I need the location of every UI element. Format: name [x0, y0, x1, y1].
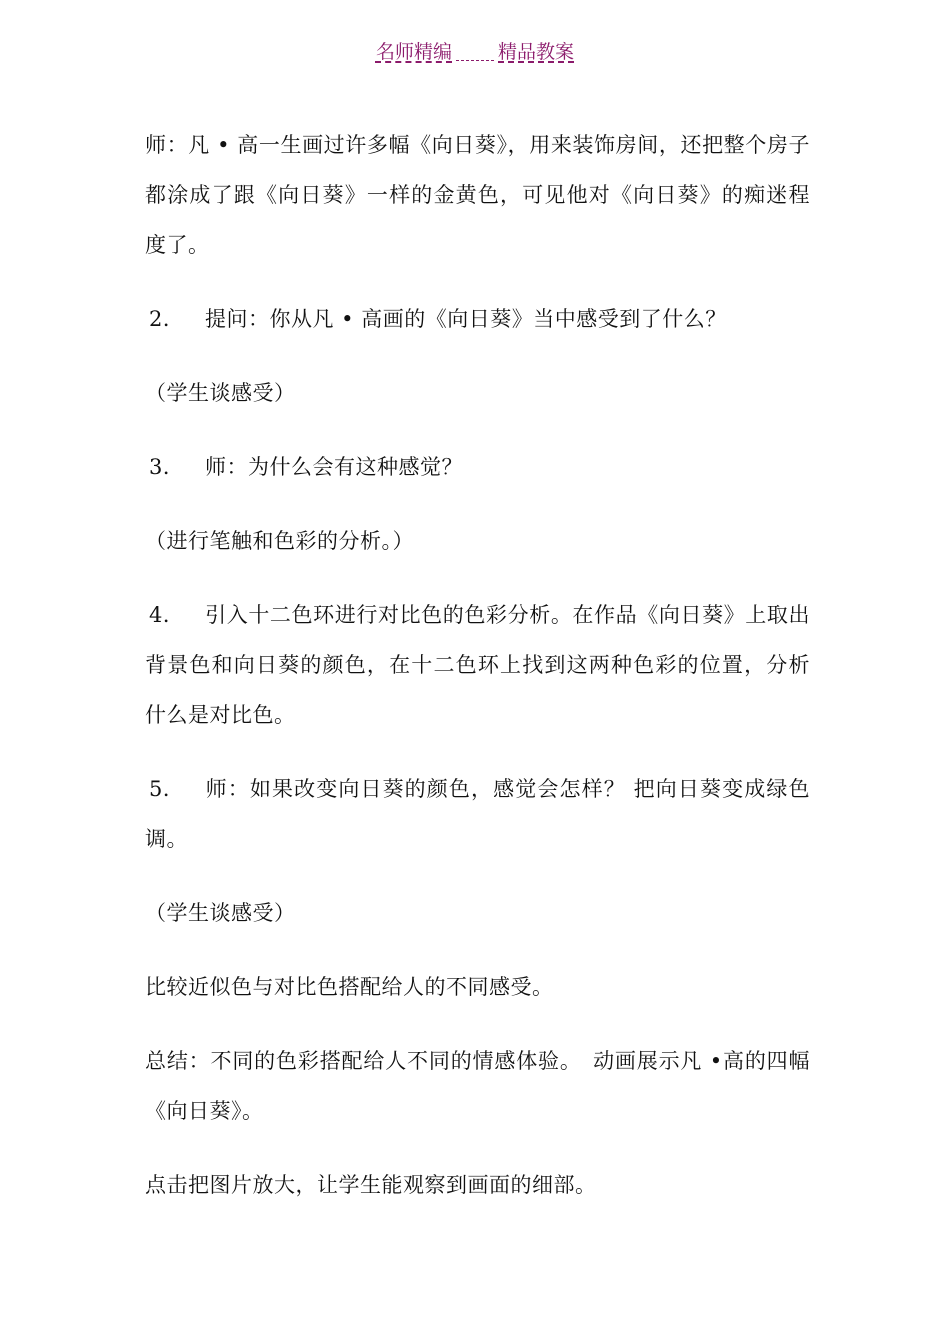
paragraph-text: （进行笔触和色彩的分析。）: [145, 529, 414, 553]
paragraph-summary: [145, 1036, 810, 1136]
paragraph-text: 引入十二色环进行对比色的色彩分析。在作品《向日葵》上取出背景色和向日葵的颜色，在十二色环上找到这两种色彩的位置，分析什么是对比色。: [145, 603, 810, 727]
document-body: [145, 120, 810, 1234]
paragraph-question-3: [145, 442, 810, 492]
paragraph-zoom-note: [145, 1160, 810, 1210]
paragraph-comparison: [145, 962, 810, 1012]
header-right-text: 精品教案: [498, 41, 575, 63]
paragraph-text: （学生谈感受）: [145, 381, 296, 405]
paragraph-analysis-note: [145, 516, 810, 566]
paragraph-text: 师：为什么会有这种感觉？: [205, 455, 463, 479]
paragraph-text: 点击把图片放大，让学生能观察到画面的细部。: [145, 1173, 597, 1197]
paragraph-step-4: [145, 590, 810, 740]
paragraph-text: 比较近似色与对比色搭配给人的不同感受。: [145, 975, 554, 999]
list-number: 3．: [149, 455, 185, 479]
header-left-text: 名师精编: [375, 41, 452, 63]
paragraph-text: 提问：你从凡 • 高画的《向日葵》当中感受到了什么？: [205, 307, 727, 331]
paragraph-student-response: [145, 368, 810, 418]
list-number: 2．: [149, 307, 185, 331]
list-number: 5．: [149, 777, 185, 801]
paragraph-step-5: [145, 764, 810, 864]
paragraph-question-2: [145, 294, 810, 344]
list-number: 4．: [149, 603, 185, 627]
paragraph-student-response-2: [145, 888, 810, 938]
header-divider: [456, 38, 494, 61]
paragraph-text: （学生谈感受）: [145, 901, 296, 925]
paragraph-text: 总结：不同的色彩搭配给人不同的情感体验。 动画展示凡 •高的四幅《向日葵》。: [145, 1049, 810, 1123]
page-header: [0, 38, 950, 66]
paragraph-text: 师：如果改变向日葵的颜色，感觉会怎样？ 把向日葵变成绿色调。: [145, 777, 810, 851]
paragraph-teacher-intro: [145, 120, 810, 270]
paragraph-text: 师：凡 • 高一生画过许多幅《向日葵》，用来装饰房间，还把整个房子都涂成了跟《向日葵》一样的金黄色，可见他对《向日葵》的痴迷程度了。: [145, 133, 810, 257]
